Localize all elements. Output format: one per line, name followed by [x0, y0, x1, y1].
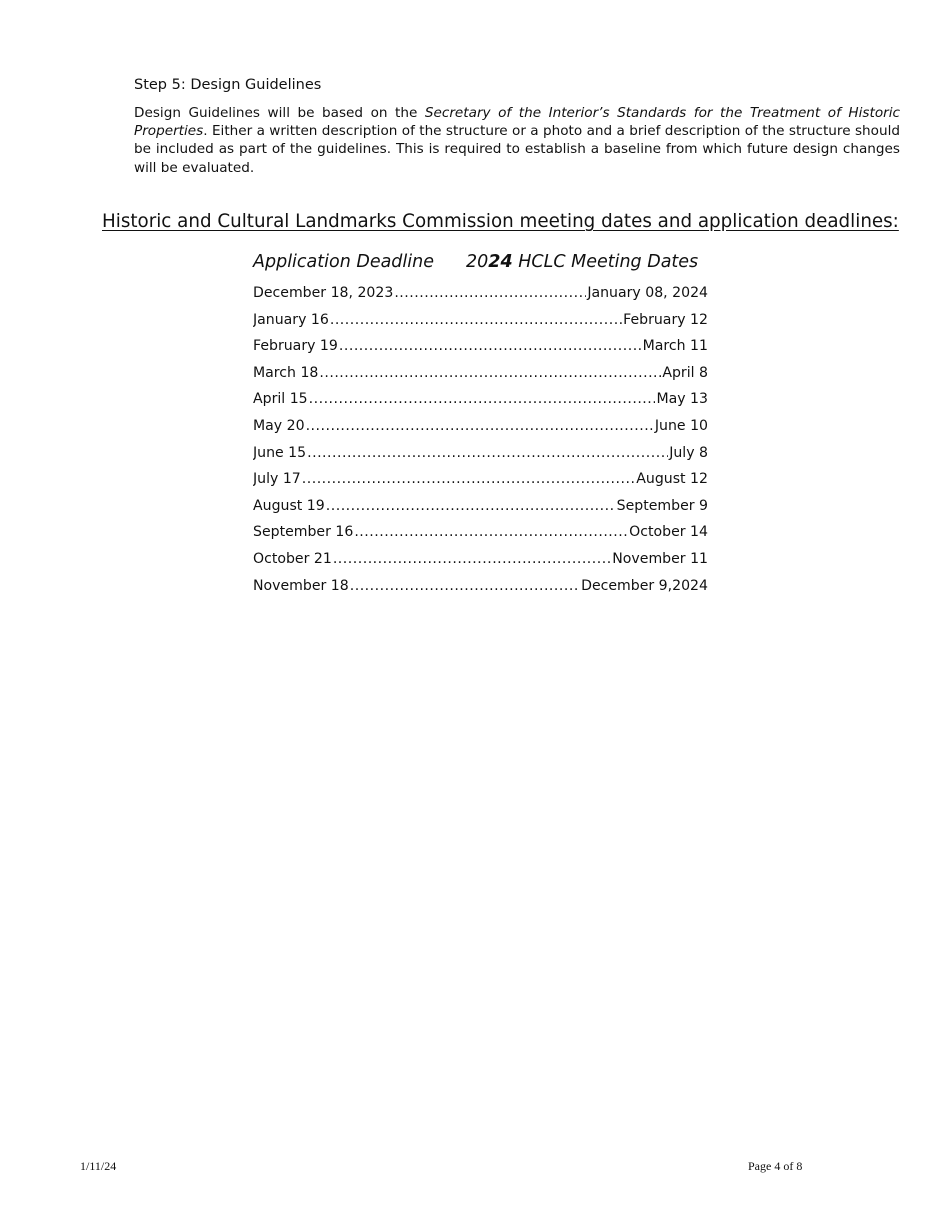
col-application-deadline-header: Application Deadline: [253, 252, 434, 272]
deadline-date: March 18: [253, 364, 319, 381]
deadline-date: August 19: [253, 497, 325, 514]
meeting-date: November 11: [612, 550, 708, 567]
table-row: [253, 312, 708, 339]
deadline-date: October 21: [253, 550, 332, 567]
meeting-date: December 9,2024: [581, 577, 708, 594]
table-row: [253, 391, 708, 418]
dot-leader: [394, 285, 586, 301]
meeting-date: June 10: [654, 417, 708, 434]
table-row: [253, 498, 708, 525]
section-title: Historic and Cultural Landmarks Commission meeting dates and application deadlines:: [102, 211, 899, 232]
dot-leader: [309, 391, 656, 407]
meeting-date: April 8: [662, 364, 708, 381]
deadline-date: February 19: [253, 338, 338, 355]
dot-leader: [339, 338, 642, 354]
deadline-date: December 18, 2023: [253, 285, 394, 301]
table-row: [253, 285, 708, 312]
deadline-date: November 18: [253, 577, 349, 594]
step-heading: Step 5: Design Guidelines: [134, 77, 322, 93]
meeting-date: October 14: [629, 524, 708, 541]
deadline-date: June 15: [253, 444, 307, 461]
design-guidelines-paragraph: [134, 104, 900, 177]
dot-leader: [307, 445, 668, 461]
meeting-date: September 9: [616, 497, 708, 514]
standards-title: Secretary of the Interior’s Standards for the Treatment of Historic Properties: [134, 105, 900, 140]
dot-leader: [326, 498, 616, 514]
meeting-date: January 08, 2024: [587, 285, 708, 301]
dot-leader: [319, 365, 661, 381]
paragraph-lead: Design Guidelines will be based on the: [134, 105, 425, 121]
deadline-date: July 17: [253, 471, 301, 488]
footer-date: 1/11/24: [80, 1159, 117, 1173]
meeting-date: July 8: [669, 444, 708, 461]
meeting-date: March 11: [642, 338, 708, 355]
dot-leader: [306, 418, 654, 434]
deadline-date: September 16: [253, 524, 354, 541]
col-meeting-dates-header: 2024 HCLC Meeting Dates: [466, 252, 699, 272]
meeting-date: February 12: [623, 311, 708, 328]
table-row: [253, 445, 708, 472]
table-header: [253, 252, 698, 272]
meeting-date: May 13: [656, 391, 708, 408]
table-row: [253, 338, 708, 365]
deadline-date: January 16: [253, 311, 329, 328]
table-row: [253, 365, 708, 392]
meeting-date: August 12: [636, 471, 708, 488]
table-row: [253, 524, 708, 551]
deadline-date: May 20: [253, 417, 305, 434]
dates-table: [253, 285, 708, 604]
dot-leader: [333, 551, 611, 567]
dot-leader: [330, 312, 622, 328]
table-row: [253, 578, 708, 605]
dot-leader: [302, 471, 635, 487]
footer-page-number: Page 4 of 8: [748, 1159, 803, 1173]
table-row: [253, 471, 708, 498]
dot-leader: [354, 524, 628, 540]
deadline-date: April 15: [253, 391, 308, 408]
table-row: [253, 551, 708, 578]
paragraph-rest: . Either a written description of the structure or a photo and a brief description of the structure should be included as part of the guidelines. This is required to establish a baseline from which future design changes will be evaluated.: [134, 123, 900, 176]
table-row: [253, 418, 708, 445]
dot-leader: [350, 578, 580, 594]
